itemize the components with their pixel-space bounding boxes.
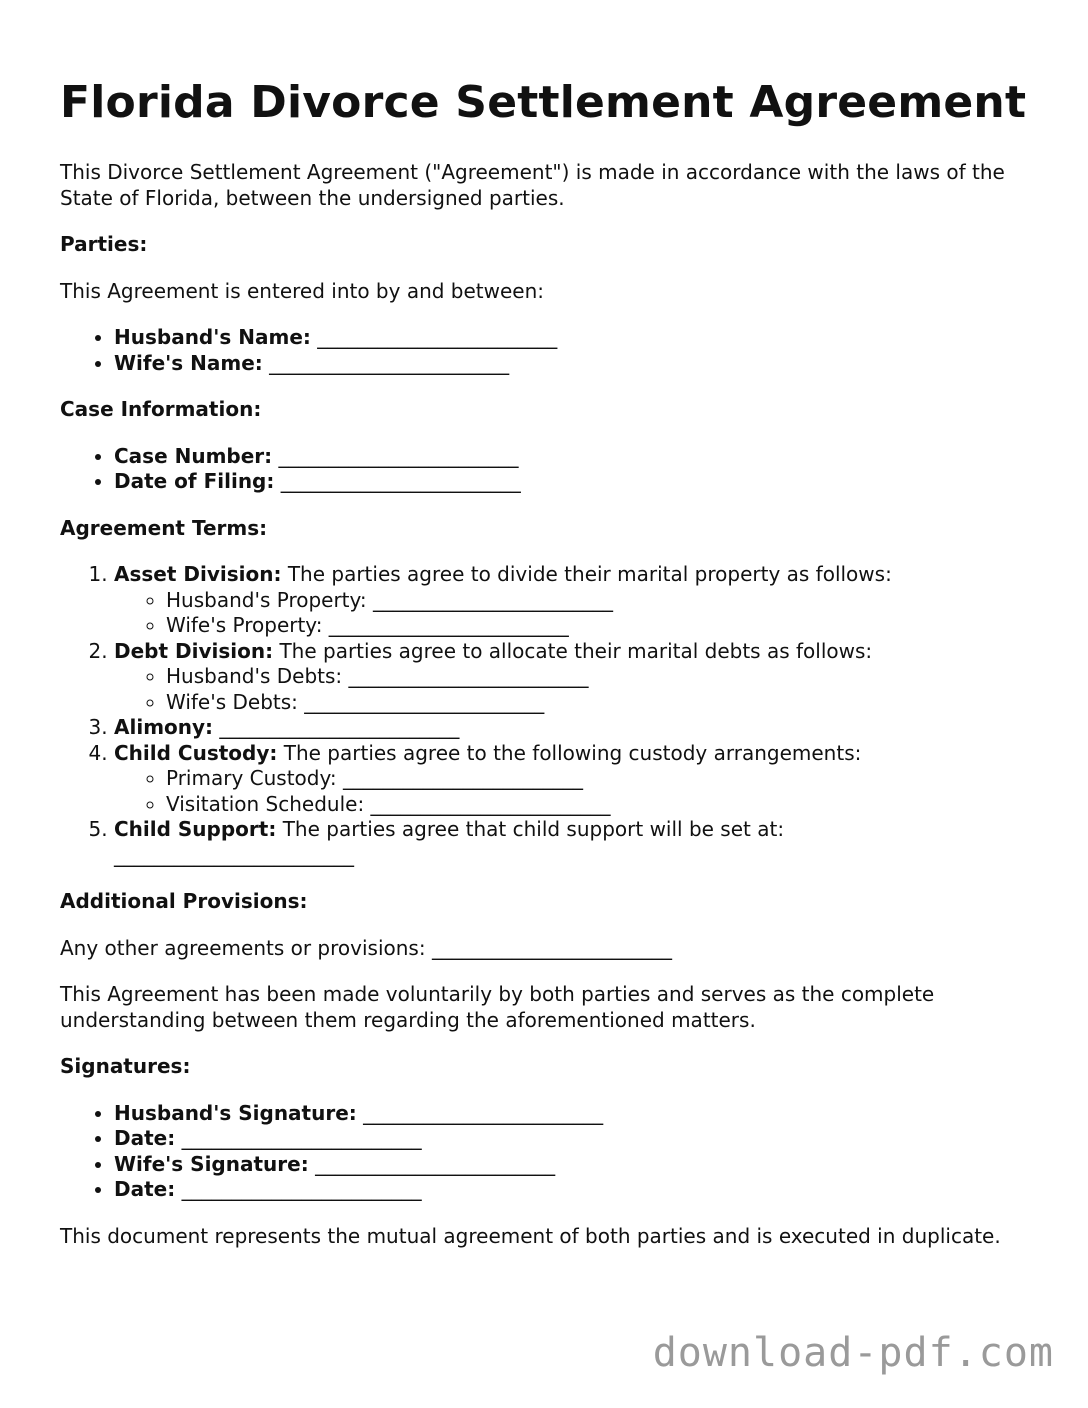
visitation-schedule-item: ◦ Visitation Schedule: ________________________ xyxy=(166,792,1050,818)
husband-date-item: • Date: ________________________ xyxy=(114,1126,1050,1152)
footer-statement: This document represents the mutual agreement of both parties and is executed in duplicate. xyxy=(60,1223,1001,1248)
additional-provisions-line: Any other agreements or provisions: ________________________ xyxy=(60,935,672,960)
document-page xyxy=(60,78,1050,1249)
visitation-schedule-blank[interactable]: ________________________ xyxy=(370,791,611,816)
additional-heading: Additional Provisions: xyxy=(60,889,308,913)
case-number-item: • Case Number: ________________________ xyxy=(114,444,1050,470)
husband-property-blank[interactable]: ________________________ xyxy=(373,587,614,612)
wife-date-item: • Date: ________________________ xyxy=(114,1177,1050,1203)
alimony-blank[interactable]: ________________________ xyxy=(219,715,460,739)
date-of-filing-blank[interactable]: ________________________ xyxy=(280,469,521,493)
signatures-list xyxy=(60,1101,1050,1203)
husband-debts-item: ◦ Husband's Debts: ________________________ xyxy=(166,664,1050,690)
custody-sublist xyxy=(114,766,1050,817)
wife-name-blank[interactable]: ________________________ xyxy=(269,350,510,375)
document-title: Florida Divorce Settlement Agreement xyxy=(60,77,1027,128)
husband-property-item: ◦ Husband's Property: ________________________ xyxy=(166,588,1050,614)
watermark: download-pdf.com xyxy=(652,1330,1054,1376)
husband-signature-blank[interactable]: ________________________ xyxy=(363,1100,604,1125)
primary-custody-blank[interactable]: ________________________ xyxy=(342,766,583,790)
case-info-heading: Case Information: xyxy=(60,397,262,421)
husband-debts-blank[interactable]: ________________________ xyxy=(348,664,589,688)
alimony-item: 3. Alimony: ________________________ xyxy=(114,715,1050,741)
husband-name-item: • Husband's Name: ________________________ xyxy=(114,325,1050,351)
terms-list xyxy=(60,562,1050,868)
additional-provisions-blank[interactable]: ________________________ xyxy=(431,935,672,960)
signatures-heading: Signatures: xyxy=(60,1054,191,1078)
parties-list xyxy=(60,325,1050,376)
terms-heading: Agreement Terms: xyxy=(60,515,268,540)
wife-signature-item: • Wife's Signature: ________________________ xyxy=(114,1152,1050,1178)
primary-custody-item: ◦ Primary Custody: ________________________ xyxy=(166,766,1050,792)
husband-signature-item: • Husband's Signature: ________________________ xyxy=(114,1101,1050,1127)
husband-name-blank[interactable]: ________________________ xyxy=(317,325,558,349)
husband-date-blank[interactable]: ________________________ xyxy=(181,1126,422,1150)
wife-property-blank[interactable]: ________________________ xyxy=(328,613,569,637)
child-support-blank[interactable]: ________________________ xyxy=(114,842,354,867)
wife-date-blank[interactable]: ________________________ xyxy=(181,1177,422,1201)
closing-statement: This Agreement has been made voluntarily by both parties and serves as the complete understanding between them regarding the aforementioned matters. xyxy=(60,982,935,1032)
case-info-list xyxy=(60,444,1050,495)
case-number-blank[interactable]: ________________________ xyxy=(278,443,519,468)
asset-sublist xyxy=(114,588,1050,639)
debt-division-item: 2. Debt Division: The parties agree to allocate their marital debts as follows: ◦ Husband's Debts: ________________________ ◦ Wife's Debts: ________________________ xyxy=(114,639,1050,716)
intro-paragraph: This Divorce Settlement Agreement ("Agreement") is made in accordance with the laws of the State of Florida, between the undersigned parties. xyxy=(60,160,1005,210)
wife-property-item: ◦ Wife's Property: ________________________ xyxy=(166,613,1050,639)
parties-heading: Parties: xyxy=(60,232,148,256)
wife-signature-blank[interactable]: ________________________ xyxy=(315,1151,556,1176)
asset-division-item: 1. Asset Division: The parties agree to divide their marital property as follows: ◦ Husband's Property: ________________________ ◦ Wife's Property: ________________________ xyxy=(114,562,1050,639)
debt-sublist xyxy=(114,664,1050,715)
wife-debts-item: ◦ Wife's Debts: ________________________ xyxy=(166,690,1050,716)
wife-name-item: • Wife's Name: ________________________ xyxy=(114,351,1050,377)
wife-debts-blank[interactable]: ________________________ xyxy=(304,689,545,714)
parties-text: This Agreement is entered into by and between: xyxy=(60,278,545,303)
date-of-filing-item: • Date of Filing: ________________________ xyxy=(114,469,1050,495)
child-custody-item: 4. Child Custody: The parties agree to the following custody arrangements: ◦ Primary Custody: ________________________ ◦ Visitation Schedule: ________________________ xyxy=(114,741,1050,818)
child-support-item: 5. Child Support: The parties agree that child support will be set at: ________________________ xyxy=(114,817,1050,868)
